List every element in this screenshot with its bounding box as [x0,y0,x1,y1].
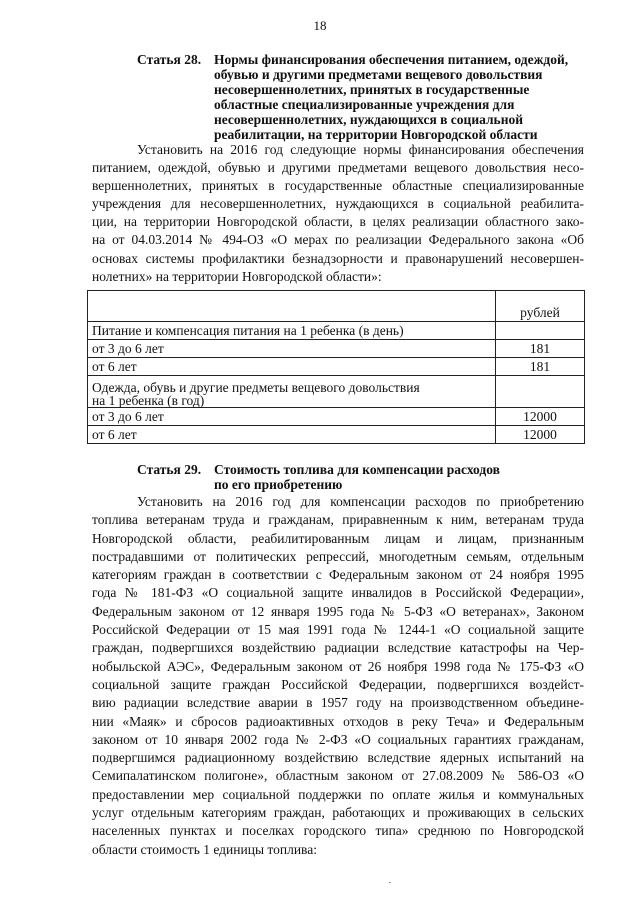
financing-norms-table [87,290,585,444]
body-line: Установить на 2016 год для компенсации расходов по приобретению [137,494,584,509]
row-label: от 6 лет [88,426,496,444]
table-row [88,426,585,444]
article-28-title-line: несовершеннолетних, принятых в государственные [214,82,530,97]
body-line: питанием, одеждой, обувью и другими предметами вещевого довольствия несо- [92,160,584,176]
body-line: топлива ветеранам труда и гражданам, приравненным к ним, ветеранам труда [92,512,584,528]
scan-speck [389,882,391,883]
body-line: учреждения для несовершеннолетних, нуждающихся в социальной реабилита- [92,196,584,212]
body-line: Российской Федерации от 15 мая 1991 года № 1244-1 «О социальной защите [92,622,584,638]
row-value: 12000 [496,408,585,426]
body-line: вию радиации вследствие аварии в 1957 году на производственном объедине- [92,695,584,711]
row-label: от 3 до 6 лет [88,408,496,426]
row-label: Питание и компенсация питания на 1 ребенка (в день) [88,322,496,340]
body-line: категориям граждан в соответствии с Федеральным законом от 24 ноября 1995 [92,567,584,583]
row-value: 181 [496,358,585,376]
body-line: вершеннолетних, принятых в государственные областные специализированные [92,178,584,194]
body-line: нолетних» на территории Новгородской области»: [92,268,382,284]
article-29-title-line: по его приобретению [214,477,343,492]
article-28-title-line: Нормы финансирования обеспечения питанием, одеждой, [214,52,569,67]
article-29-body [92,493,584,859]
row-label-line: на 1 ребенка (в год) [92,393,205,408]
body-line: ции, на территории Новгородской области, в целях реализации областного зако- [92,214,584,230]
table-cell [88,291,496,322]
body-line: Установить на 2016 год следующие нормы финансирования обеспечения [137,142,584,157]
body-line: предоставлении мер социальной поддержки по оплате жилья и коммунальных [92,786,584,802]
row-label: от 6 лет [88,358,496,376]
body-line: населенных пунктах и поселках городского типа» среднюю по Новгородской [92,823,584,839]
article-29-title [214,462,500,492]
article-28-title-line: обувью и другими предметами вещевого довольствия [214,67,543,82]
body-line: законом от 10 января 2002 года № 2-ФЗ «О социальных гарантиях гражданам, [92,731,584,747]
article-28-title-line: реабилитации, на территории Новгородской области [214,127,538,142]
row-label-line: Одежда, обувь и другие предметы вещевого довольствия [92,380,420,395]
body-line: граждан, подвергшихся воздействию радиации вследствие катастрофы на Чер- [92,640,584,656]
page-number: 18 [313,18,327,33]
table-row [88,340,585,358]
row-label [88,376,496,408]
body-line: Семипалатинском полигоне», областным законом от 27.08.2009 № 586-ОЗ «О [92,768,584,784]
row-value: 12000 [496,426,585,444]
table-header-row [88,291,585,322]
body-line: основах системы профилактики безнадзорности и правонарушений несовершен- [92,250,584,266]
article-28-title [214,52,568,142]
row-value [496,376,585,408]
row-value [496,322,585,340]
body-line: Новгородской области, реабилитированным лицам и лицам, признанным [92,530,584,546]
body-line: нобыльской АЭС», Федеральным законом от 26 ноября 1998 года № 175-ФЗ «О [92,658,584,674]
article-28-title-line: областные специализированные учреждения для [214,97,515,112]
body-line: Федеральным законом от 12 января 1995 года № 5-ФЗ «О ветеранах», Законом [92,603,584,619]
table-row [88,408,585,426]
row-value: 181 [496,340,585,358]
table-row [88,358,585,376]
body-line: социальной защите граждан Российской Федерации, подвергшихся воздейст- [92,676,584,692]
body-line: области стоимость 1 единицы топлива: [92,841,317,857]
unit-label: рублей [496,291,585,322]
body-line: года № 181-ФЗ «О социальной защите инвалидов в Российской Федерации», [92,585,584,601]
article-29-title-line: Стоимость топлива для компенсации расходов [214,462,500,477]
body-line: пострадавшими от политических репрессий, многодетным семьям, отдельным [92,548,584,564]
table-row [88,376,585,408]
body-line: нии «Маяк» и сбросов радиоактивных отходов в реку Теча» и Федеральным [92,713,584,729]
article-28-number: Статья 28. [137,52,202,67]
body-line: подвергшимся радиационному воздействию вследствие ядерных испытаний на [92,750,584,766]
row-label: от 3 до 6 лет [88,340,496,358]
table-row [88,322,585,340]
body-line: услуг отдельным категориям граждан, работающих и проживающих в сельских [92,805,584,821]
article-28-body [92,141,584,286]
article-29-number: Статья 29. [137,462,202,477]
article-28-title-line: несовершеннолетних, нуждающихся в социальной [214,112,523,127]
body-line: на от 04.03.2014 № 494-ОЗ «О мерах по реализации Федерального закона «Об [92,232,584,248]
